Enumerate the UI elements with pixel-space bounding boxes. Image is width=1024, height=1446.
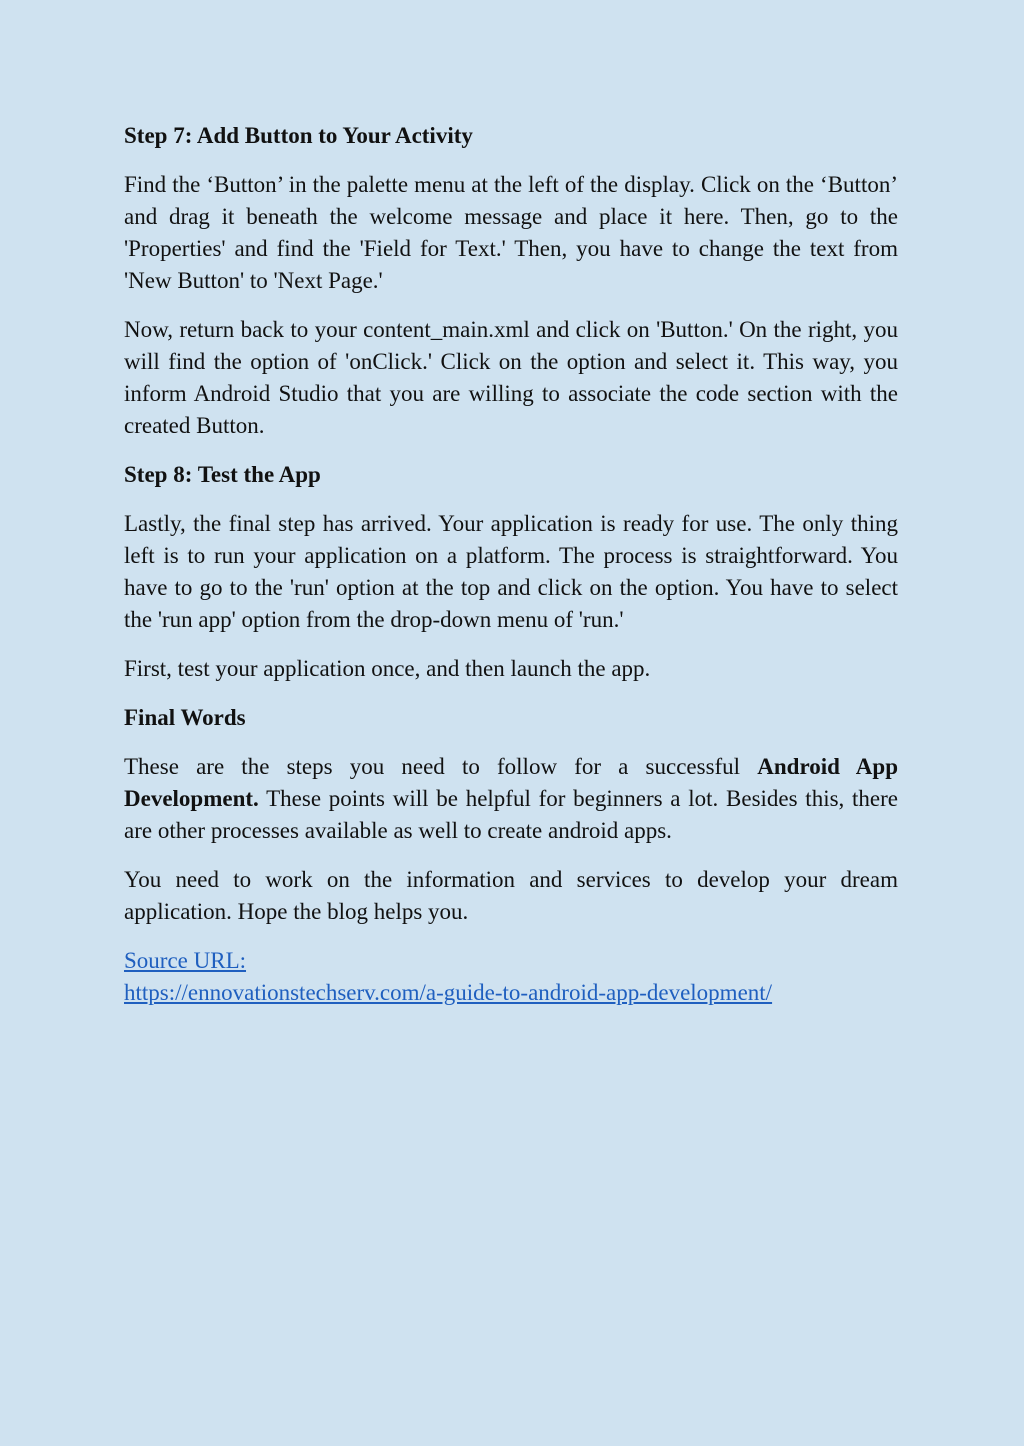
final-words-text-before: These are the steps you need to follow for a successful	[124, 754, 758, 779]
source-block	[124, 945, 898, 1009]
step8-paragraph-1: Lastly, the final step has arrived. Your application is ready for use. The only thing left is to run your application on a platform. The process is straightforward. You have to go to the 'run' option at the top and click on the option. You have to select the 'run app' option from the drop-down menu of 'run.'	[124, 511, 898, 632]
final-words-paragraph-1	[124, 751, 898, 847]
source-url-label-link[interactable]: Source URL:	[124, 948, 247, 973]
step8-paragraph-2: First, test your application once, and then launch the app.	[124, 656, 651, 681]
final-words-text-after: These points will be helpful for beginners a lot. Besides this, there are other processes available as well to create android apps.	[124, 786, 898, 843]
final-words-paragraph-2: You need to work on the information and services to develop your dream application. Hope the blog helps you.	[124, 867, 898, 924]
step8-heading: Step 8: Test the App	[124, 462, 321, 487]
step7-paragraph-2: Now, return back to your content_main.xml and click on 'Button.' On the right, you will find the option of 'onClick.' Click on the option and select it. This way, you inform Android Studio that you are willing to associate the code section with the created Button.	[124, 317, 898, 438]
final-words-bold-phrase: Android App Development.	[124, 754, 898, 811]
final-words-heading: Final Words	[124, 705, 246, 730]
step7-paragraph-1: Find the ‘Button’ in the palette menu at the left of the display. Click on the ‘Button’ and drag it beneath the welcome message and place it here. Then, go to the 'Properties' and find the 'Field for Text.' Then, you have to change the text from 'New Button' to 'Next Page.'	[124, 172, 898, 293]
source-url-link[interactable]: https://ennovationstechserv.com/a-guide-to-android-app-development/	[124, 980, 773, 1005]
step7-heading: Step 7: Add Button to Your Activity	[124, 123, 473, 148]
